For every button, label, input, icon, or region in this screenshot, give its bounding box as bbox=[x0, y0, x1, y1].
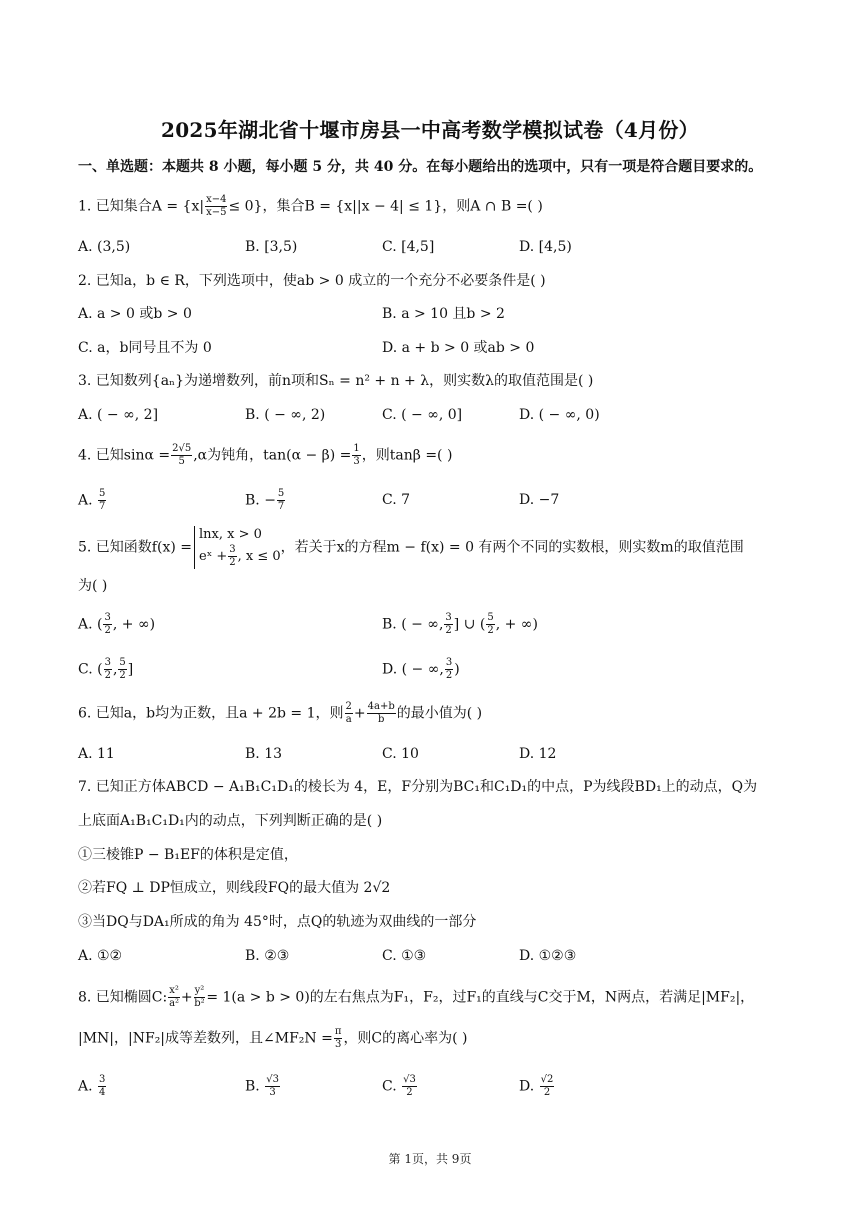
q4-fraction-2 bbox=[352, 443, 360, 468]
q5-c-fraction-2 bbox=[118, 657, 126, 682]
q8-f3-den: 3 bbox=[334, 1039, 342, 1050]
page-title: 2025年湖北省十堰市房县一中高考数学模拟试卷（4月份） bbox=[161, 118, 699, 142]
q7-option-a[interactable]: A. ①② bbox=[78, 948, 123, 964]
question-3-stem: 3. 已知数列{aₙ}为递增数列，前n项和Sₙ = n² + n + λ，则实数λ的取值范围是( ) bbox=[78, 373, 594, 389]
q5-c-den1: 2 bbox=[104, 670, 111, 681]
q5-d-text-a: D. ( − ∞, bbox=[382, 661, 444, 678]
q4-f1-den: 5 bbox=[178, 456, 185, 467]
q5-case2-fraction bbox=[228, 544, 236, 569]
q6-option-d[interactable]: D. 12 bbox=[519, 746, 557, 762]
q8-text-c: |MN|，|NF₂|成等差数列，且∠MF₂N = bbox=[78, 1030, 333, 1047]
q5-b-text-b: ] ∪ ( bbox=[453, 616, 486, 633]
q1-option-b[interactable]: B. [3,5) bbox=[245, 239, 298, 255]
q6-text-c: 的最小值为( ) bbox=[396, 705, 483, 722]
q8-a-den: 4 bbox=[99, 1087, 106, 1098]
q1-text-a: 1. 已知集合A = {x| bbox=[78, 198, 205, 215]
q5-c-num2: 5 bbox=[119, 657, 126, 668]
q5-option-d[interactable] bbox=[382, 657, 460, 682]
q6-option-a[interactable]: A. 11 bbox=[78, 746, 115, 762]
q5-b-den1: 2 bbox=[445, 625, 452, 636]
q8-d-num: √2 bbox=[540, 1074, 554, 1085]
q7-option-d[interactable]: D. ①②③ bbox=[519, 948, 577, 964]
q1-option-a[interactable]: A. (3,5) bbox=[78, 239, 131, 255]
q5-a-text-b: , + ∞) bbox=[112, 616, 156, 633]
q5-d-num: 3 bbox=[445, 657, 453, 668]
q4-text-c: ，则tanβ =( ) bbox=[361, 447, 453, 464]
q5-b-text-a: B. ( − ∞, bbox=[382, 616, 444, 633]
q5-text-a: 5. 已知函数f(x) = bbox=[78, 539, 192, 556]
q1-frac-den: x−5 bbox=[206, 207, 227, 218]
q1-fraction bbox=[205, 194, 227, 219]
q5-option-c[interactable] bbox=[78, 657, 133, 682]
q5-case-2 bbox=[199, 544, 281, 569]
q4-f2-num: 1 bbox=[353, 443, 360, 454]
question-4-stem bbox=[78, 443, 452, 468]
q6-fraction-2 bbox=[367, 701, 396, 726]
q8-text-b: = 1(a > b > 0)的左右焦点为F₁，F₂，过F₁的直线与C交于M，N两点，若满足|MF₂|， bbox=[206, 989, 755, 1006]
q5-a-fraction bbox=[103, 612, 111, 637]
q5-a-den: 2 bbox=[104, 625, 111, 636]
q5-b-den2: 2 bbox=[487, 625, 494, 636]
section-heading: 一、单选题：本题共 8 小题，每小题 5 分，共 40 分。在每小题给出的选项中，只有一项是符合题目要求的。 bbox=[78, 159, 763, 175]
q2-option-d[interactable]: D. a + b > 0 或ab > 0 bbox=[382, 340, 535, 356]
q5-case2-den: 2 bbox=[229, 557, 236, 568]
q6-text-a: 6. 已知a，b均为正数，且a + 2b = 1，则 bbox=[78, 705, 344, 722]
q4-fraction-1 bbox=[171, 443, 192, 468]
q6-f2-num: 4a+b bbox=[367, 701, 395, 712]
q5-d-den: 2 bbox=[445, 670, 453, 681]
q2-option-b[interactable]: B. a > 10 且b > 2 bbox=[382, 306, 505, 322]
q4-b-prefix: B. − bbox=[245, 492, 276, 509]
question-6-stem bbox=[78, 701, 482, 726]
q5-c-fraction-1 bbox=[104, 657, 112, 682]
q7-option-b[interactable]: B. ②③ bbox=[245, 948, 290, 964]
q2-option-a[interactable]: A. a > 0 或b > 0 bbox=[78, 306, 192, 322]
q5-c-den2: 2 bbox=[119, 670, 126, 681]
q5-d-text-b: ) bbox=[454, 661, 460, 678]
q8-a-prefix: A. bbox=[78, 1078, 93, 1095]
q4-f1-num: 2√5 bbox=[172, 443, 192, 454]
q6-f1-den: a bbox=[345, 714, 352, 725]
q4-b-fraction bbox=[277, 488, 285, 513]
q8-option-c[interactable] bbox=[382, 1074, 418, 1099]
q5-b-fraction-1 bbox=[444, 612, 452, 637]
question-8-stem bbox=[78, 985, 754, 1010]
q4-a-prefix: A. bbox=[78, 492, 93, 509]
q5-b-num1: 3 bbox=[445, 612, 452, 623]
q8-d-den: 2 bbox=[543, 1087, 551, 1098]
q5-b-text-c: , + ∞) bbox=[495, 616, 538, 633]
q3-option-d[interactable]: D. ( − ∞, 0) bbox=[519, 407, 600, 423]
q5-option-a[interactable] bbox=[78, 612, 155, 637]
q5-option-b[interactable] bbox=[382, 612, 538, 637]
question-5-stem bbox=[78, 526, 744, 569]
q4-option-b[interactable] bbox=[245, 488, 286, 513]
q8-option-b[interactable] bbox=[245, 1074, 281, 1099]
q8-f1-num: x² bbox=[169, 985, 179, 996]
q4-text-a: 4. 已知sinα = bbox=[78, 447, 171, 464]
q8-b-fraction bbox=[265, 1074, 280, 1099]
q6-option-b[interactable]: B. 13 bbox=[245, 746, 283, 762]
q5-piecewise bbox=[194, 526, 281, 569]
q8-d-prefix: D. bbox=[519, 1078, 535, 1095]
q7-option-c[interactable]: C. ①③ bbox=[382, 948, 427, 964]
q4-a-num: 5 bbox=[99, 488, 106, 499]
q8-b-den: 3 bbox=[269, 1087, 276, 1098]
q7-statement-3: ③当DQ与DA₁所成的角为 45°时，点Q的轨迹为双曲线的一部分 bbox=[78, 914, 477, 930]
q6-fraction-1 bbox=[345, 701, 353, 726]
q6-plus: + bbox=[353, 705, 366, 722]
q3-option-b[interactable]: B. ( − ∞, 2) bbox=[245, 407, 326, 423]
q1-option-d[interactable]: D. [4,5) bbox=[519, 239, 572, 255]
q4-text-b: ,α为钝角，tan(α − β) = bbox=[193, 447, 352, 464]
q4-a-fraction bbox=[98, 488, 106, 513]
q4-b-num: 5 bbox=[277, 488, 285, 499]
q4-f2-den: 3 bbox=[353, 456, 360, 467]
q8-plus: + bbox=[180, 989, 193, 1006]
question-8-stem-cont bbox=[78, 1026, 468, 1051]
q8-fraction-1 bbox=[168, 985, 180, 1010]
q8-f2-den: b² bbox=[194, 998, 205, 1009]
q8-f3-num: π bbox=[334, 1026, 342, 1037]
q7-statement-1: ①三棱锥P − B₁EF的体积是定值， bbox=[78, 847, 298, 863]
page-footer: 第 1页，共 9页 bbox=[388, 1152, 472, 1166]
q8-c-num: √3 bbox=[403, 1074, 416, 1085]
q4-b-den: 7 bbox=[277, 501, 285, 512]
q3-option-c[interactable]: C. ( − ∞, 0] bbox=[382, 407, 463, 423]
q5-c-text-c: ] bbox=[127, 661, 134, 678]
q4-option-c[interactable]: C. 7 bbox=[382, 492, 411, 508]
question-5-stem-cont: 为( ) bbox=[78, 578, 108, 594]
question-7-stem-cont: 上底面A₁B₁C₁D₁内的动点，下列判断正确的是( ) bbox=[78, 813, 383, 829]
question-2-stem: 2. 已知a，b ∈ R，下列选项中，使ab > 0 成立的一个充分不必要条件是( ) bbox=[78, 273, 546, 289]
q5-c-text-a: C. ( bbox=[78, 661, 103, 678]
q7-statement-2: ②若FQ ⊥ DP恒成立，则线段FQ的最大值为 2√2 bbox=[78, 880, 391, 896]
q8-c-prefix: C. bbox=[382, 1078, 397, 1095]
q5-case2-num: 3 bbox=[229, 544, 236, 555]
q2-option-c[interactable]: C. a，b同号且不为 0 bbox=[78, 340, 212, 356]
q1-frac-num: x−4 bbox=[206, 194, 227, 205]
q8-option-d[interactable] bbox=[519, 1074, 555, 1099]
q5-b-num2: 5 bbox=[487, 612, 494, 623]
q1-text-b: ≤ 0}，集合B = {x||x − 4| ≤ 1}，则A ∩ B =( ) bbox=[228, 198, 543, 215]
q5-a-num: 3 bbox=[104, 612, 111, 623]
q8-text-a: 8. 已知椭圆C: bbox=[78, 989, 168, 1006]
q5-a-text-a: A. ( bbox=[78, 616, 103, 633]
q5-c-text-b: , bbox=[112, 661, 118, 678]
q5-case2-b: , x ≤ 0 bbox=[237, 549, 281, 564]
question-1-stem bbox=[78, 194, 543, 219]
q8-c-fraction bbox=[402, 1074, 417, 1099]
q6-f2-den: b bbox=[377, 714, 385, 725]
q6-option-c[interactable]: C. 10 bbox=[382, 746, 419, 762]
q5-case2-a: eˣ + bbox=[199, 549, 228, 564]
question-7-stem: 7. 已知正方体ABCD − A₁B₁C₁D₁的棱长为 4，E，F分别为BC₁和C₁D₁的中点，P为线段BD₁上的动点，Q为 bbox=[78, 779, 758, 795]
q5-case-1: lnx, x > 0 bbox=[199, 527, 262, 542]
q5-text-b: ，若关于x的方程m − f(x) = 0 有两个不同的实数根，则实数m的取值范围 bbox=[280, 539, 744, 556]
q4-option-d[interactable]: D. −7 bbox=[519, 492, 560, 508]
q1-option-c[interactable]: C. [4,5] bbox=[382, 239, 435, 255]
q8-d-fraction bbox=[540, 1074, 555, 1099]
q5-c-num1: 3 bbox=[104, 657, 111, 668]
q4-a-den: 7 bbox=[99, 501, 106, 512]
q4-option-a[interactable] bbox=[78, 488, 107, 513]
q6-f1-num: 2 bbox=[345, 701, 352, 712]
q8-fraction-2 bbox=[194, 985, 206, 1010]
q8-fraction-3 bbox=[334, 1026, 343, 1051]
q8-a-fraction bbox=[98, 1074, 106, 1099]
q5-d-fraction bbox=[445, 657, 453, 682]
q8-text-d: ，则C的离心率为( ) bbox=[343, 1030, 468, 1047]
q8-option-a[interactable] bbox=[78, 1074, 107, 1099]
q8-a-num: 3 bbox=[99, 1074, 106, 1085]
q8-f1-den: a² bbox=[169, 998, 180, 1009]
q8-f2-num: y² bbox=[194, 985, 205, 996]
q5-b-fraction-2 bbox=[486, 612, 494, 637]
q8-b-num: √3 bbox=[266, 1074, 279, 1085]
q8-b-prefix: B. bbox=[245, 1078, 260, 1095]
q8-c-den: 2 bbox=[406, 1087, 413, 1098]
q3-option-a[interactable]: A. ( − ∞, 2] bbox=[78, 407, 159, 423]
